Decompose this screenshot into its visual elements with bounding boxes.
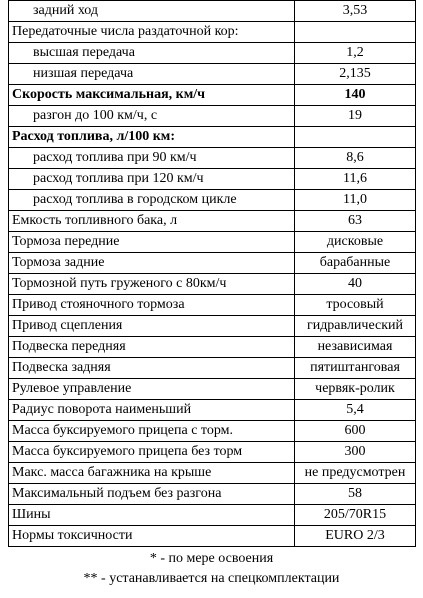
spec-value: EURO 2/3: [295, 526, 416, 547]
table-row: [9, 463, 416, 484]
spec-value: 11,6: [295, 169, 416, 190]
spec-table: [8, 0, 416, 547]
spec-label: расход топлива при 90 км/ч: [9, 148, 295, 169]
table-row: [9, 211, 416, 232]
table-row: [9, 316, 416, 337]
footnote-2: ** - устанавливается на спецкомплектации: [83, 571, 340, 586]
spec-label: высшая передача: [9, 43, 295, 64]
table-row: [9, 442, 416, 463]
spec-label: расход топлива при 120 км/ч: [9, 169, 295, 190]
spec-label: Тормозной путь груженого с 80км/ч: [9, 274, 295, 295]
spec-label: Подвеска задняя: [9, 358, 295, 379]
table-row: [9, 295, 416, 316]
spec-label: задний ход: [9, 1, 295, 22]
table-row: [9, 358, 416, 379]
spec-label: Максимальный подъем без разгона: [9, 484, 295, 505]
spec-value: тросовый: [295, 295, 416, 316]
spec-label: Скорость максимальная, км/ч: [9, 85, 295, 106]
spec-label: Тормоза задние: [9, 253, 295, 274]
spec-label: Рулевое управление: [9, 379, 295, 400]
spec-value: 3,53: [295, 1, 416, 22]
spec-label: Масса буксируемого прицепа без торм: [9, 442, 295, 463]
table-row: [9, 1, 416, 22]
spec-value: 19: [295, 106, 416, 127]
spec-label: Привод сцепления: [9, 316, 295, 337]
spec-value: не предусмотрен: [295, 463, 416, 484]
table-row: [9, 421, 416, 442]
spec-value: червяк-ролик: [295, 379, 416, 400]
spec-label: Масса буксируемого прицепа с торм.: [9, 421, 295, 442]
table-row: [9, 253, 416, 274]
spec-value: 2,135: [295, 64, 416, 85]
spec-label: расход топлива в городском цикле: [9, 190, 295, 211]
table-row: [9, 85, 416, 106]
spec-value: 8,6: [295, 148, 416, 169]
spec-label: разгон до 100 км/ч, с: [9, 106, 295, 127]
table-row: [9, 43, 416, 64]
table-row: [9, 190, 416, 211]
spec-label: низшая передача: [9, 64, 295, 85]
table-row: [9, 127, 416, 148]
table-row: [9, 64, 416, 85]
spec-value: пятиштанговая: [295, 358, 416, 379]
spec-value: 140: [295, 85, 416, 106]
table-row: [9, 106, 416, 127]
spec-value: барабанные: [295, 253, 416, 274]
table-row: [9, 22, 416, 43]
table-row: [9, 379, 416, 400]
spec-value: дисковые: [295, 232, 416, 253]
table-row: [9, 232, 416, 253]
spec-label: Передаточные числа раздаточной кор:: [9, 22, 295, 43]
spec-label: Шины: [9, 505, 295, 526]
spec-value: 205/70R15: [295, 505, 416, 526]
spec-value: гидравлический: [295, 316, 416, 337]
spec-value: 40: [295, 274, 416, 295]
spec-label: Радиус поворота наименьший: [9, 400, 295, 421]
spec-value: [295, 22, 416, 43]
table-row: [9, 505, 416, 526]
spec-label: Тормоза передние: [9, 232, 295, 253]
spec-value: 11,0: [295, 190, 416, 211]
spec-value: [295, 127, 416, 148]
spec-value: 600: [295, 421, 416, 442]
spec-label: Емкость топливного бака, л: [9, 211, 295, 232]
spec-label: Нормы токсичности: [9, 526, 295, 547]
spec-label: Макс. масса багажника на крыше: [9, 463, 295, 484]
spec-value: независимая: [295, 337, 416, 358]
spec-label: Расход топлива, л/100 км:: [9, 127, 295, 148]
spec-value: 5,4: [295, 400, 416, 421]
spec-value: 58: [295, 484, 416, 505]
spec-value: 1,2: [295, 43, 416, 64]
spec-label: Привод стояночного тормоза: [9, 295, 295, 316]
footnote-1: * - по мере освоения: [149, 551, 274, 566]
table-row: [9, 148, 416, 169]
spec-table-body: [9, 1, 416, 547]
table-row: [9, 400, 416, 421]
spec-value: 63: [295, 211, 416, 232]
table-row: [9, 526, 416, 547]
table-row: [9, 484, 416, 505]
spec-label: Подвеска передняя: [9, 337, 295, 358]
table-row: [9, 274, 416, 295]
table-row: [9, 169, 416, 190]
spec-value: 300: [295, 442, 416, 463]
table-row: [9, 337, 416, 358]
